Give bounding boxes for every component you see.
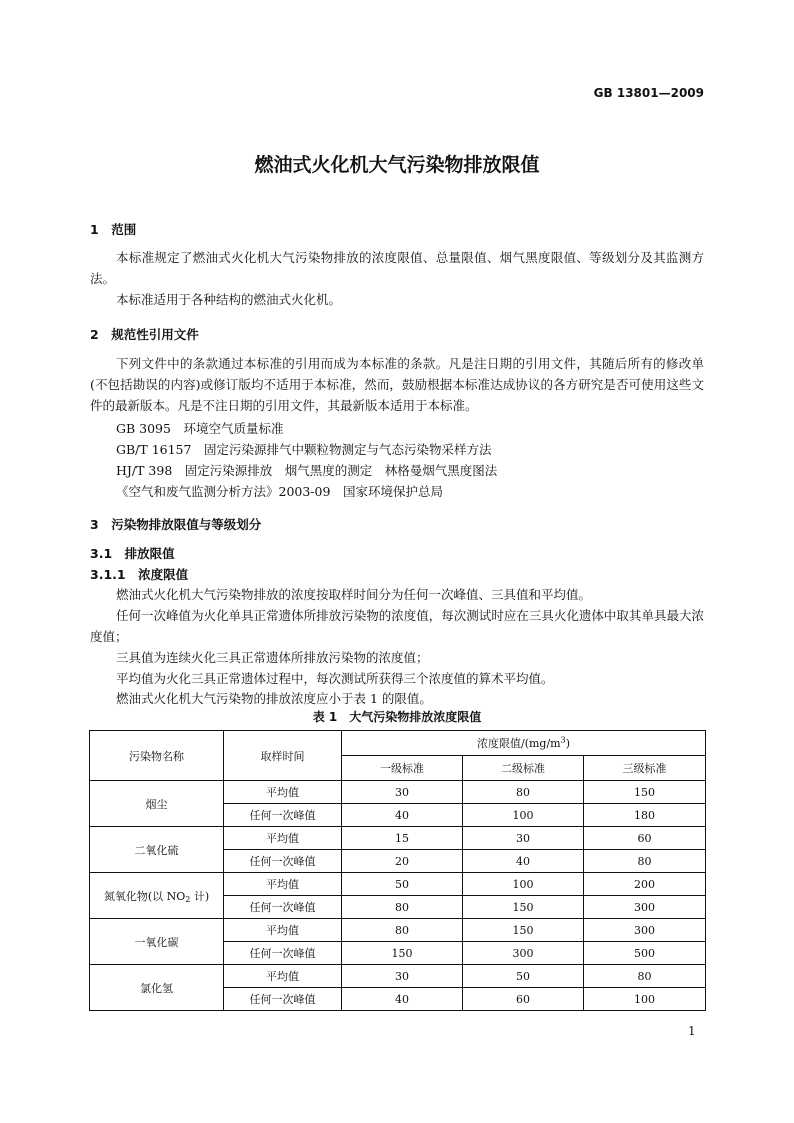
standard-number: GB 13801—2009 xyxy=(593,86,704,100)
value-cell: 80 xyxy=(463,781,584,804)
table-row xyxy=(90,781,706,804)
value-cell: 20 xyxy=(342,850,463,873)
value-cell: 300 xyxy=(584,896,706,919)
value-cell: 150 xyxy=(342,942,463,965)
sampling-time-cell: 平均值 xyxy=(224,781,342,804)
value-cell: 100 xyxy=(463,873,584,896)
table-header-row xyxy=(90,731,706,756)
value-cell: 50 xyxy=(342,873,463,896)
reference-item: HJ/T 398 固定污染源排放 烟气黑度的测定 林格曼烟气黑度图法 xyxy=(116,463,498,478)
table-row xyxy=(90,919,706,942)
value-cell: 80 xyxy=(584,965,706,988)
value-cell: 80 xyxy=(584,850,706,873)
value-cell: 60 xyxy=(463,988,584,1011)
document-title: 燃油式火化机大气污染物排放限值 xyxy=(254,154,540,176)
value-cell: 500 xyxy=(584,942,706,965)
header-pollutant: 污染物名称 xyxy=(90,731,224,781)
reference-item: GB 3095 环境空气质量标准 xyxy=(116,421,284,436)
sampling-time-cell: 任何一次峰值 xyxy=(224,850,342,873)
value-cell: 15 xyxy=(342,827,463,850)
pollutant-cell: 二氧化硫 xyxy=(90,827,224,873)
section-3-paragraph-4: 平均值为火化三具正常遗体过程中，每次测试所获得三个浓度值的算术平均值。 xyxy=(116,671,554,686)
section-1-paragraph-1: 本标准规定了燃油式火化机大气污染物排放的浓度限值、总量限值、烟气黑度限值、等级划分及其监测方法。 xyxy=(90,250,704,286)
header-grade-3: 三级标准 xyxy=(584,756,706,781)
section-3-heading: 3 污染物排放限值与等级划分 xyxy=(90,517,262,532)
value-cell: 40 xyxy=(463,850,584,873)
value-cell: 200 xyxy=(584,873,706,896)
value-cell: 50 xyxy=(463,965,584,988)
page-number: 1 xyxy=(688,1024,696,1038)
sampling-time-cell: 任何一次峰值 xyxy=(224,942,342,965)
value-cell: 60 xyxy=(584,827,706,850)
value-cell: 150 xyxy=(463,919,584,942)
reference-item: GB/T 16157 固定污染源排气中颗粒物测定与气态污染物采样方法 xyxy=(116,442,492,457)
value-cell: 40 xyxy=(342,804,463,827)
table-row xyxy=(90,827,706,850)
value-cell: 30 xyxy=(463,827,584,850)
value-cell: 80 xyxy=(342,919,463,942)
section-3-1-heading: 3.1 排放限值 xyxy=(90,546,175,561)
section-3-paragraph-3: 三具值为连续火化三具正常遗体所排放污染物的浓度值； xyxy=(116,650,429,665)
header-sampling-time: 取样时间 xyxy=(224,731,342,781)
table-row xyxy=(90,873,706,896)
sampling-time-cell: 任何一次峰值 xyxy=(224,804,342,827)
value-cell: 80 xyxy=(342,896,463,919)
value-cell: 30 xyxy=(342,965,463,988)
reference-item: 《空气和废气监测分析方法》2003-09 国家环境保护总局 xyxy=(116,484,443,499)
value-cell: 180 xyxy=(584,804,706,827)
sampling-time-cell: 平均值 xyxy=(224,965,342,988)
sampling-time-cell: 任何一次峰值 xyxy=(224,988,342,1011)
table-row xyxy=(90,965,706,988)
sampling-time-cell: 任何一次峰值 xyxy=(224,896,342,919)
section-1-heading: 1 范围 xyxy=(90,222,137,237)
section-3-paragraph-1: 燃油式火化机大气污染物排放的浓度按取样时间分为任何一次峰值、三具值和平均值。 xyxy=(116,587,592,602)
header-concentration-limit: 浓度限值$/(mg/m^3)$ xyxy=(342,731,706,756)
section-2-heading: 2 规范性引用文件 xyxy=(90,327,199,342)
section-1-paragraph-2: 本标准适用于各种结构的燃油式火化机。 xyxy=(116,292,342,307)
sampling-time-cell: 平均值 xyxy=(224,873,342,896)
pollutant-cell: 氯化氢 xyxy=(90,965,224,1011)
sampling-time-cell: 平均值 xyxy=(224,827,342,850)
value-cell: 150 xyxy=(463,896,584,919)
section-3-paragraph-2: 任何一次峰值为火化单具正常遗体所排放污染物的浓度值，每次测试时应在三具火化遗体中取其单具最大浓度值； xyxy=(90,608,704,644)
value-cell: 300 xyxy=(463,942,584,965)
value-cell: 30 xyxy=(342,781,463,804)
value-cell: 100 xyxy=(463,804,584,827)
sampling-time-cell: 平均值 xyxy=(224,919,342,942)
section-2-paragraph-1: 下列文件中的条款通过本标准的引用而成为本标准的条款。凡是注日期的引用文件，其随后所有的修改单(不包括勘误的内容)或修订版均不适用于本标准，然而，鼓励根据本标准达成协议的各方研究是否可使用这些文件的最新版本。凡是不注日期的引用文件，其最新版本适用于本标准。 xyxy=(90,356,704,413)
header-grade-2: 二级标准 xyxy=(463,756,584,781)
section-3-paragraph-5: 燃油式火化机大气污染物的排放浓度应小于表 1 的限值。 xyxy=(116,691,432,706)
value-cell: 300 xyxy=(584,919,706,942)
pollutant-cell: 烟尘 xyxy=(90,781,224,827)
pollutant-cell: 一氧化碳 xyxy=(90,919,224,965)
header-grade-1: 一级标准 xyxy=(342,756,463,781)
table-caption: 表 1 大气污染物排放浓度限值 xyxy=(312,710,482,724)
section-3-1-1-heading: 3.1.1 浓度限值 xyxy=(90,567,189,582)
value-cell: 40 xyxy=(342,988,463,1011)
emission-limits-table xyxy=(89,730,706,1011)
value-cell: 100 xyxy=(584,988,706,1011)
value-cell: 150 xyxy=(584,781,706,804)
pollutant-cell: 氮氧化物(以 $NO_2$ 计) xyxy=(90,873,224,919)
